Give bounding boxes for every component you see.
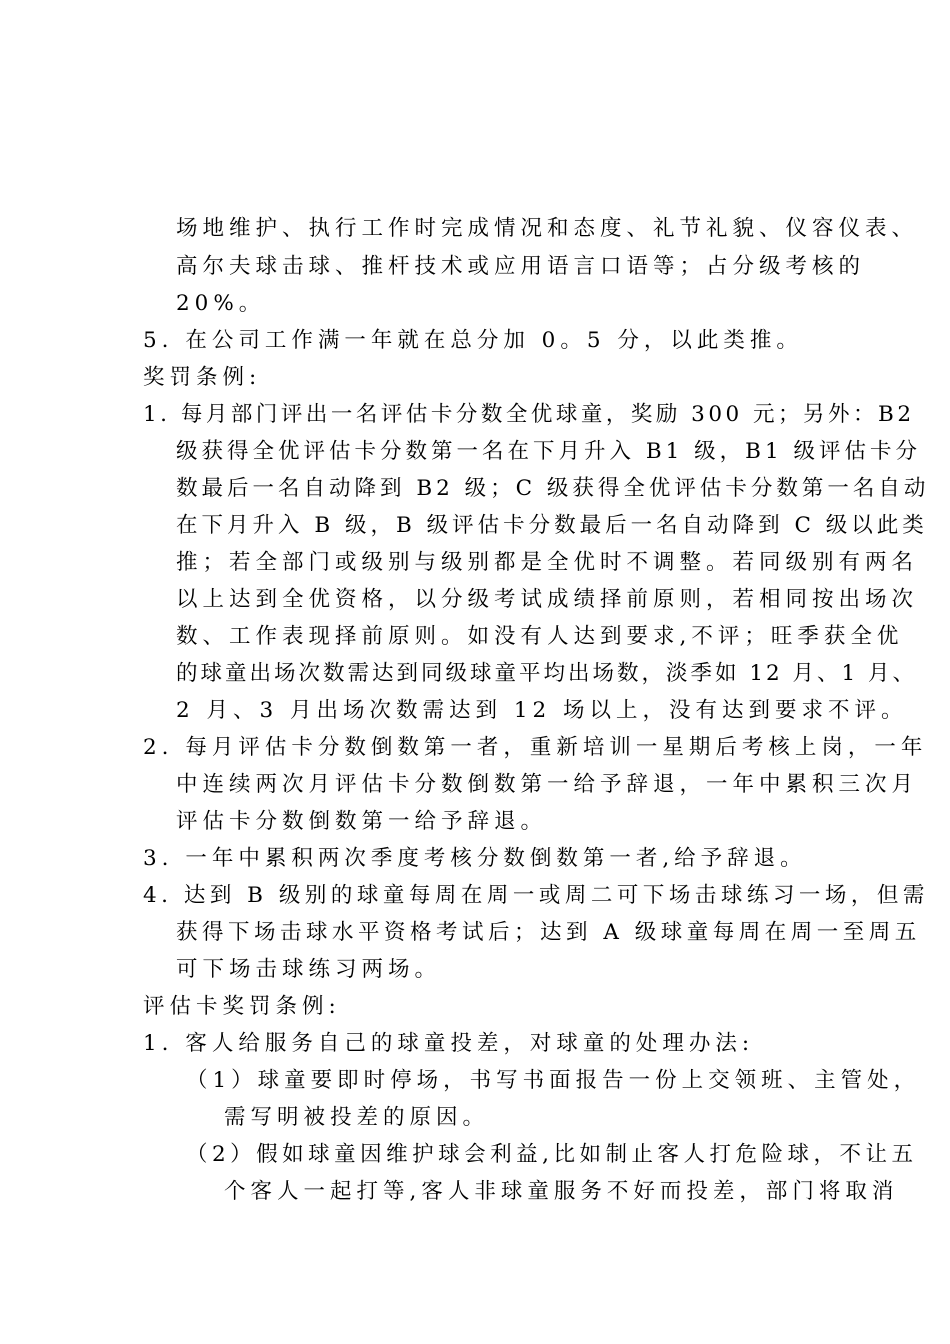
sub-list-item: （1）球童要即时停场，书写书面报告一份上交领班、主管处， — [186, 1068, 921, 1093]
text-line: 评估卡分数倒数第一给予辞退。 — [176, 809, 548, 834]
text-line: 的球童出场次数需达到同级球童平均出场数，淡季如 12 月、1 月、 — [176, 661, 918, 686]
text-line: 获得下场击球水平资格考试后；达到 A 级球童每周在周一至周五 — [176, 920, 921, 945]
text-line: 推；若全部门或级别与级别都是全优时不调整。若同级别有两名 — [176, 550, 919, 575]
text-line: 以上达到全优资格，以分级考试成绩择前原则，若相同按出场次 — [176, 587, 919, 612]
text-line: 个客人一起打等,客人非球童服务不好而投差，部门将取消 — [224, 1179, 899, 1204]
text-line: 数、工作表现择前原则。如没有人达到要求,不评；旺季获全优 — [176, 624, 904, 649]
text-line: 可下场击球练习两场。 — [176, 957, 442, 982]
text-line: 级获得全优评估卡分数第一名在下月升入 B1 级，B1 级评估卡分 — [176, 439, 921, 464]
text-line: 高尔夫球击球、推杆技术或应用语言口语等；占分级考核的 — [176, 254, 866, 279]
list-item: 1. 每月部门评出一名评估卡分数全优球童，奖励 300 元；另外：B2 — [143, 402, 915, 427]
text-line: 中连续两次月评估卡分数倒数第一给予辞退，一年中累积三次月 — [176, 772, 919, 797]
list-item: 3. 一年中累积两次季度考核分数倒数第一者,给予辞退。 — [143, 846, 807, 871]
text-line: 场地维护、执行工作时完成情况和态度、礼节礼貌、仪容仪表、 — [176, 216, 919, 241]
text-line: 2 月、3 月出场次数需达到 12 场以上，没有达到要求不评。 — [176, 698, 908, 723]
text-line: 在下月升入 B 级，B 级评估卡分数最后一名自动降到 C 级以此类 — [176, 513, 928, 538]
list-item: 5. 在公司工作满一年就在总分加 0。5 分，以此类推。 — [143, 328, 803, 353]
text-line: 20%。 — [176, 291, 266, 316]
text-line: 需写明被投差的原因。 — [224, 1105, 490, 1130]
section-heading: 奖罚条例: — [143, 365, 262, 390]
text-line: 数最后一名自动降到 B2 级；C 级获得全优评估卡分数第一名自动 — [176, 476, 930, 501]
section-heading: 评估卡奖罚条例: — [143, 994, 341, 1019]
sub-list-item: （2）假如球童因维护球会利益,比如制止客人打危险球，不让五 — [186, 1142, 918, 1167]
list-item: 1. 客人给服务自己的球童投差，对球童的处理办法: — [143, 1031, 755, 1056]
list-item: 4. 达到 B 级别的球童每周在周一或周二可下场击球练习一场，但需 — [143, 883, 929, 908]
list-item: 2. 每月评估卡分数倒数第一者，重新培训一星期后考核上岗，一年 — [143, 735, 928, 760]
